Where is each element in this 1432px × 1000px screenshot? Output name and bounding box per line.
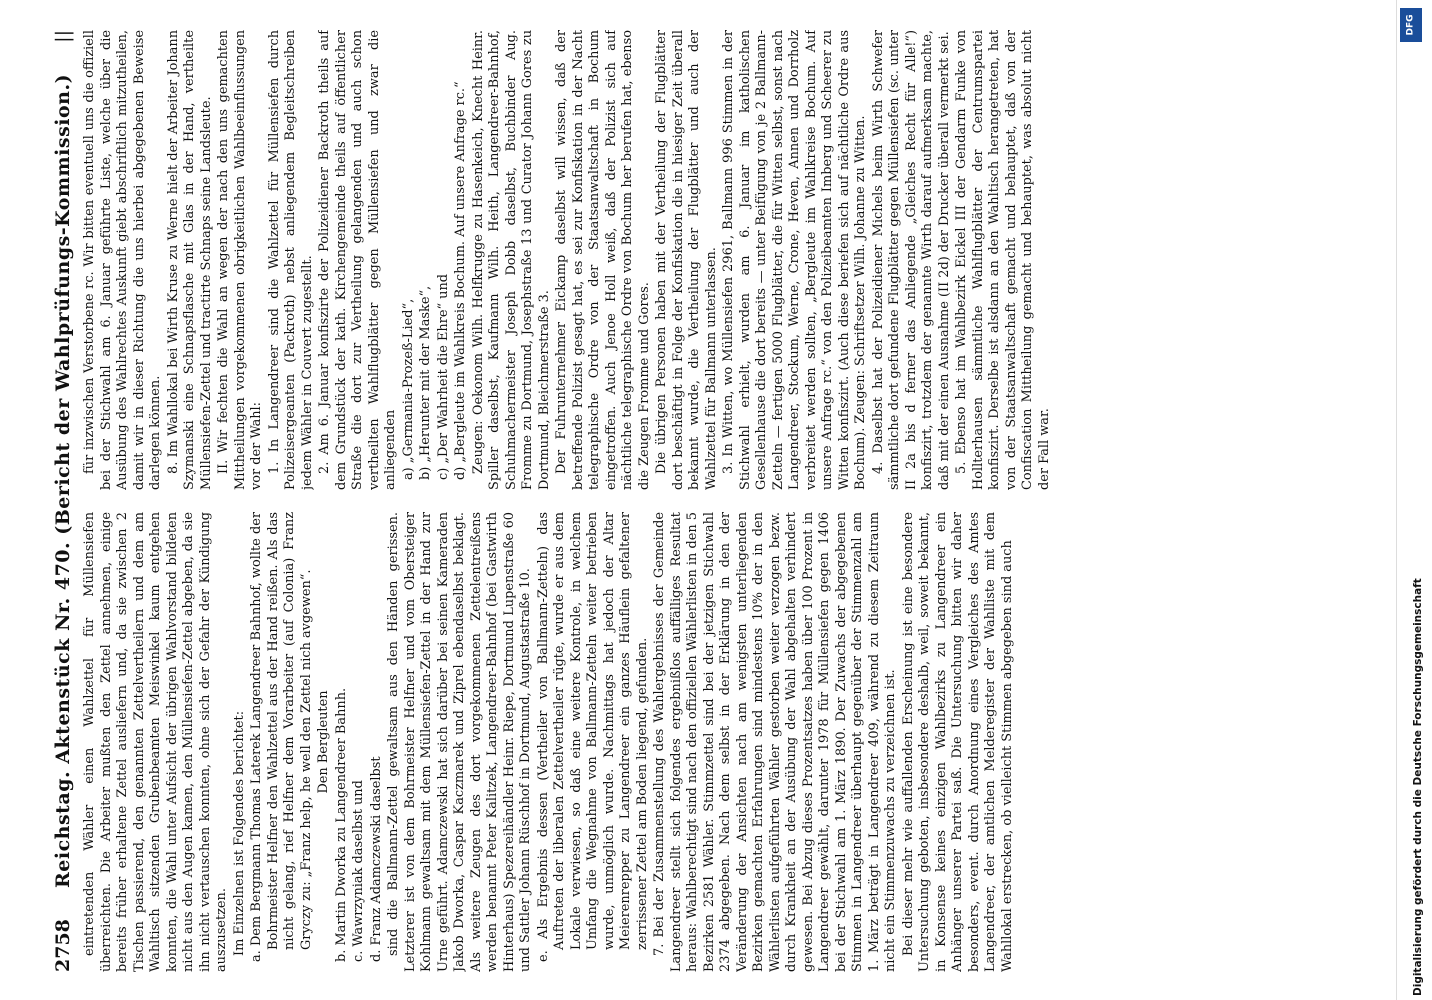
paragraph: 3. In Witten, wo Müllensiefen 2961, Ballmann 996 Stimmen in der Stichwahl erhielt, wurden am 6. Januar im katholischen Gesellenhause die dort bereits — unter Beifügung von je 2 Ballmann-Zetteln — fertigen 5000 Flugblätter, die für Witten selbst, sonst nach Langendreer, Stockum, Werne, Crone, Heven, Annen und Dorrholz verbreitet werden sollten, „Bergleute im Wahlkreise Bochum. Auf unsere Anfrage rc.“ von den Polizeibeamten Imberg und Scheerer zu Witten konfiszirt. (Auch diese beriefen sich auf nächtliche Ordre aus Bochum). Zeugen: Schriftsetzer Wilh. Johanne zu Witten.	[721, 30, 868, 490]
page-header	[38, 30, 74, 972]
paragraph: Bei dieser mehr wie auffallenden Erscheinung ist eine besondere Untersuchung geboten, insbesondere deshalb, weil, soweit bekannt, in Konsense keines einzigen Wahlbezirks zu Langendreer ein Anhänger unserer Partei saß. Die Untersuchung bitten wir daher besonders, event. durch Anordnung eines Vergleiches des Amtes Langendreer, der amtlichen Melderegister der Wahlliste mit dem Wahllokal erstrecken, ob vielleicht Stimmen abgegeben sind auch	[900, 512, 1015, 972]
paragraph: 7. Bei der Zusammenstellung des Wahlergebnisses der Gemeinde Langendreer stellt sich folgendes ergebnißlos auffälliges Resultat heraus: Wahlberechtigt sind nach den offiziellen Wählerlisten in den 5 Bezirken 2581 Wähler. Stimmzettel sind bei der jetzigen Stichwahl 2374 abgegeben. Nach dem selbst in der Erklärung in den der Veränderung der Ansichten nach am wenigsten unterliegenden Bezirken gemachten Erfahrungen sind mindestens 10% der in den Wählerlisten aufgeführten Wähler gestorben weiter verzogen bezw. durch Krankheit an der Ausübung der Wahl abgehalten verhindert gewesen. Bei Abzug dieses Prozentsatzes haben über 100 Prozent in Langendreer gewählt, darunter 1978 für Müllensiefen gegen 1406 bei der Stichwahl am 1. März 1890. Der Zuwachs der abgegebenen Stimmen in Langendreer überhaupt gegenüber der Stimmenzahl am 1. März beträgt in Langendreer 409, während zu diesem Zeitraum nicht ein Stimmenzuwachs zu verzeichnen ist.	[652, 512, 898, 972]
paragraph: Den Bergleuten	[316, 690, 331, 794]
paragraph: II. Wir fechten die Wahl an wegen der nach den uns gemachten Mittheilungen vorgekommenen obrigkeitlichen Wahlbeeinflussungen vor der Wahl:	[216, 30, 264, 490]
paragraph: c) „Der Wahrheit die Ehre“ und	[435, 273, 451, 480]
right-column	[82, 30, 1372, 490]
header-mark: ||	[52, 30, 74, 43]
page-content	[38, 30, 1372, 972]
paragraph: Der Fuhrunternehmer Eickamp daselbst will wissen, daß der betreffende Polizist gesagt hat, es sei zur Konfiskation in der Nacht telegraphische Ordre von der Staatsanwaltschaft in Bochum eingetroffen. Auch Jenoe Holl weiß, daß der Polizist sich auf nächtliche telegraphische Ordre von Bochum her berufen hat, ebenso die Zeugen Fromme und Gores.	[554, 30, 652, 490]
paragraph: Im Einzelnen ist Folgendes berichtet:	[231, 710, 247, 956]
paragraph: a. Dem Bergmann Thomas Laterek Langendreer Bahnhof, wollte der Bohrmeister Helfner den Wahlzettel aus der Hand reißen. Als das nicht gelang, rief Helfner dem Vorarbeiter (auf Colonia) Franz Gryczy zu: „Franz help, he well den Zettel nich avgewen“.	[249, 512, 314, 962]
dfg-logo	[1400, 8, 1422, 42]
page-number: 2758	[52, 919, 74, 972]
paragraph: e. Als Ergebnis dessen (Vertheiler von Ballmann-Zetteln) das Auftreten der liberalen Zettelvertheiler rügte, wurde er aus dem Lokale verwiesen, so daß eine weitere Kontrole, in welchem Umfang die Wegnahme von Ballmann-Zetteln weiter betrieben wurde, unmöglich wurde. Nachmittags hat jedoch der Altar Meierenrepper zu Langendreer ein ganzes Häuflein gefaltener zerrissener Zettel am Boden liegend, gefunden.	[535, 512, 650, 962]
paragraph: 8. Im Wahllokal bei Wirth Kruse zu Werne hielt der Arbeiter Johann Szymanski eine Schnapsflasche mit Glas in der Hand, vertheilte Müllensiefen-Zettel und tractirte Schnaps seine Landsleute.	[165, 30, 214, 490]
digitization-note-text: Digitalisierung gefördert durch die Deutsche Forschungsgemeinschaft	[1412, 578, 1424, 996]
paragraph: eintretenden Wähler einen Wahlzettel für Müllensiefen überreichten. Die Arbeiter mußten den Zettel annehmen, einige bereits früher erhaltene Zettel ausliefern und, da sie zwischen 2 Tischen passierend, den genannten Zettelvertheilern und dem am Wahltisch sitzenden Grubenbeamten Meiswinkel kaum entgehen konnten, die Wahl unter Aufsicht der übrigen Wahlvorstand bildeten nicht aus den Augen kamen, den Müllensiefen-Zettel abgeben, da sie ihn nicht vertauschen konnten, ohne sich der Gefahr der Kündigung auszusetzen.	[82, 512, 229, 972]
paragraph: b. Martin Dworka zu Langendreer Bahnh.	[333, 687, 349, 962]
dfg-logo-text: DFG	[1405, 14, 1416, 36]
left-column	[82, 512, 1372, 972]
paragraph: 4. Daselbst hat der Polizeidiener Michels beim Wirth Schwefer sämmtliche dort gefundene Flugblätter gegen Müllensiefen (sc. unter II 2a bis d ferner das Anliegende „Gleiches Recht für Alle!“) konfiszirt, trotzdem der genannte Wirth darauf aufmerksam machte, daß mit der einen Ausnahme (II 2d) der Drucker überall vermerkt sei.	[870, 30, 952, 490]
paragraph: 2. Am 6. Januar konfiszirte der Polizeidiener Backroth theils auf dem Grundstück der kath. Kirchengemeinde theils auf öffentlicher Straße die dort zur Vertheilung gelangenden und auch schon vertheilten Wahlflugblätter gegen Müllensiefen und zwar die anliegenden	[317, 30, 398, 490]
paragraph: d) „Bergleute im Wahlkreis Bochum. Auf unsere Anfrage rc.“	[453, 81, 468, 480]
paragraph: 1. In Langendreer sind die Wahlzettel für Müllensiefen durch Polizeisergeanten (Packroth) nebst anliegendem Begleitschreiben jedem Wähler in Couvert zugestellt.	[266, 30, 315, 490]
running-head: Reichstag. Aktenstück Nr. 470. (Bericht der Wahlprüfungs-Kommission.)	[52, 73, 74, 889]
paragraph: sind die Ballmann-Zettel gewaltsam aus den Händen gerissen. Letzterer ist von dem Bohrmeister Helfner und vom Obersteiger Kohlmann gewaltsam mit dem Müllensiefen-Zettel in der Hand zur Urne geführt. Adamczewski hat sich darüber bei seinen Kameraden Jakob Dworka, Caspar Kaczmarek und Ziprel ebendaselbst beklagt. Als weitere Zeugen des dort vorgekommenen Zettelentreißens werden benannt Peter Kalitzek, Langendreer-Bahnhof (bei Gastwirth Hinterhaus) Spezereihändler Heinr. Riepe, Dortmund Lupenstraße 60 und Sattler Johann Rüschhof in Dortmund, Augustastraße 10.	[386, 512, 533, 972]
paragraph: für inzwischen Verstorbene rc. Wir bitten eventuell uns die offiziell bei der Stichwahl am 6. Januar geführte Liste, welche über die Ausübung des Wahlrechtes Auskunft giebt abschriftlich mitzutheilen, damit wir in dieser Richtung die uns hierbei abgegebenen Beweise darlegen können.	[82, 30, 163, 490]
text-columns	[82, 30, 1372, 972]
paragraph: b) „Herunter mit der Maske“,	[418, 285, 433, 480]
paragraph: d. Franz Adamczewski daselbst	[368, 756, 384, 962]
paragraph: a) „Germania-Prozeß-Lied“,	[400, 298, 416, 480]
paragraph: Die übrigen Personen haben mit der Vertheilung der Flugblätter dort beschäftigt in Folge der Konfiskation die in hiesiger Zeit überall bekannt wurde, die Vertheilung der Flugblätter und auch der Wahlzettel für Ballmann unterlassen.	[654, 30, 719, 490]
paragraph: c. Wawrzyniak daselbst und	[351, 780, 366, 962]
paragraph: Zeugen: Oekonom Wilh. Helfkrugge zu Hasenkeich, Knecht Heinr. Spiller daselbst, Kaufmann Wilh. Heith, Langendreer-Bahnhof, Schuhmachermeister Joseph Dobb daselbst, Buchbinder Aug. Fromme zu Dortmund, Josephstraße 13 und Curator Johann Gores zu Dortmund, Bleichmerstraße 3.	[470, 30, 552, 490]
edge-rule	[1396, 0, 1397, 1000]
paragraph: 5. Ebenso hat im Wahlbezirk Eickel III der Gendarm Funke von Hollterhausen sämmtliche Wahlflugblätter der Centrumspartei konfiszirt. Derselbe ist alsdann an den Wahltisch herangetreten, hat von der Staatsanwaltschaft gemacht und behauptet, daß von der Confiscation Mittheilung gemacht und behauptet, was absolut nicht der Fall war.	[954, 30, 1052, 490]
digitization-note	[1402, 8, 1424, 996]
